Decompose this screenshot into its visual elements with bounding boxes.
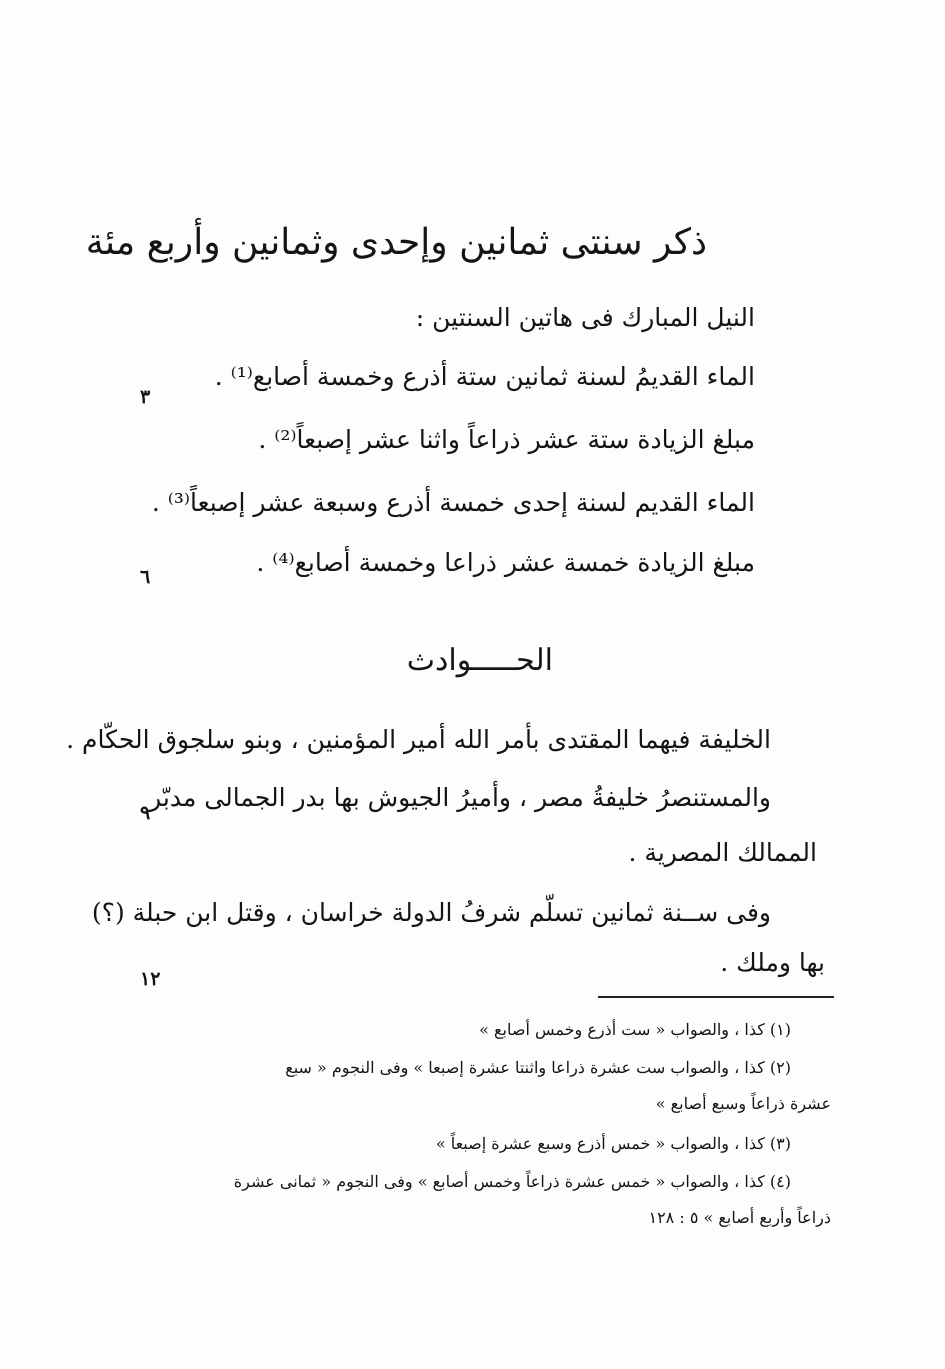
paragraph-line: والمستنصرُ خليفةُ مصر ، وأميرُ الجيوش بها بدر الجمالى مدبّر — [149, 783, 771, 812]
footnote: عشرة ذراعاً وسبع أصابع » — [655, 1094, 831, 1113]
paragraph-line: الممالك المصرية . — [628, 838, 817, 867]
footnote: ذراعاً وأربع أصابع » ٥ : ١٢٨ — [648, 1208, 831, 1227]
footnote: (٤) كذا ، والصواب « خمس عشرة ذراعاً وخمس أصابع » وفى النجوم « ثمانى عشرة — [233, 1172, 791, 1191]
paragraph-line: الخليفة فيهما المقتدى بأمر الله أمير المؤمنين ، وبنو سلجوق الحكّام . — [66, 725, 771, 754]
margin-line-number: ٦ — [140, 566, 151, 588]
margin-line-number: ٣ — [140, 386, 151, 408]
paragraph-line: بها وملك . — [720, 948, 825, 977]
nile-line: الماء القديمُ لسنة ثمانين ستة أذرع وخمسة أصابع⁽¹⁾ . — [214, 362, 755, 391]
nile-line: الماء القديم لسنة إحدى خمسة أذرع وسبعة عشر إصبعاً⁽³⁾ . — [151, 488, 755, 517]
footnote: (٣) كذا ، والصواب « خمس أذرع وسبع عشرة إصبعاً » — [435, 1134, 791, 1153]
section-title: ذكر سنتى ثمانين وإحدى وثمانين وأربع مئة — [85, 222, 707, 263]
nile-intro: النيل المبارك فى هاتين السنتين : — [415, 303, 755, 332]
margin-line-number: ١٢ — [140, 968, 161, 990]
nile-line: مبلغ الزيادة ستة عشر ذراعاً واثنا عشر إصبعاً⁽²⁾ . — [258, 425, 755, 454]
events-title: الحـــــوادث — [406, 643, 553, 678]
margin-line-number: ٩ — [140, 802, 151, 824]
footnote: (١) كذا ، والصواب « ست أذرع وخمس أصابع » — [479, 1020, 791, 1039]
footnote-divider — [598, 996, 834, 998]
footnote: (٢) كذا ، والصواب ست عشرة ذراعا واثنتا عشرة إصبعا » وفى النجوم « سبع — [285, 1058, 791, 1077]
nile-line: مبلغ الزيادة خمسة عشر ذراعا وخمسة أصابع⁽⁴⁾ . — [256, 548, 755, 577]
paragraph-line: وفى ســنة ثمانين تسلّم شرفُ الدولة خراسان ، وقتل ابن حبلة (؟) — [91, 898, 771, 927]
